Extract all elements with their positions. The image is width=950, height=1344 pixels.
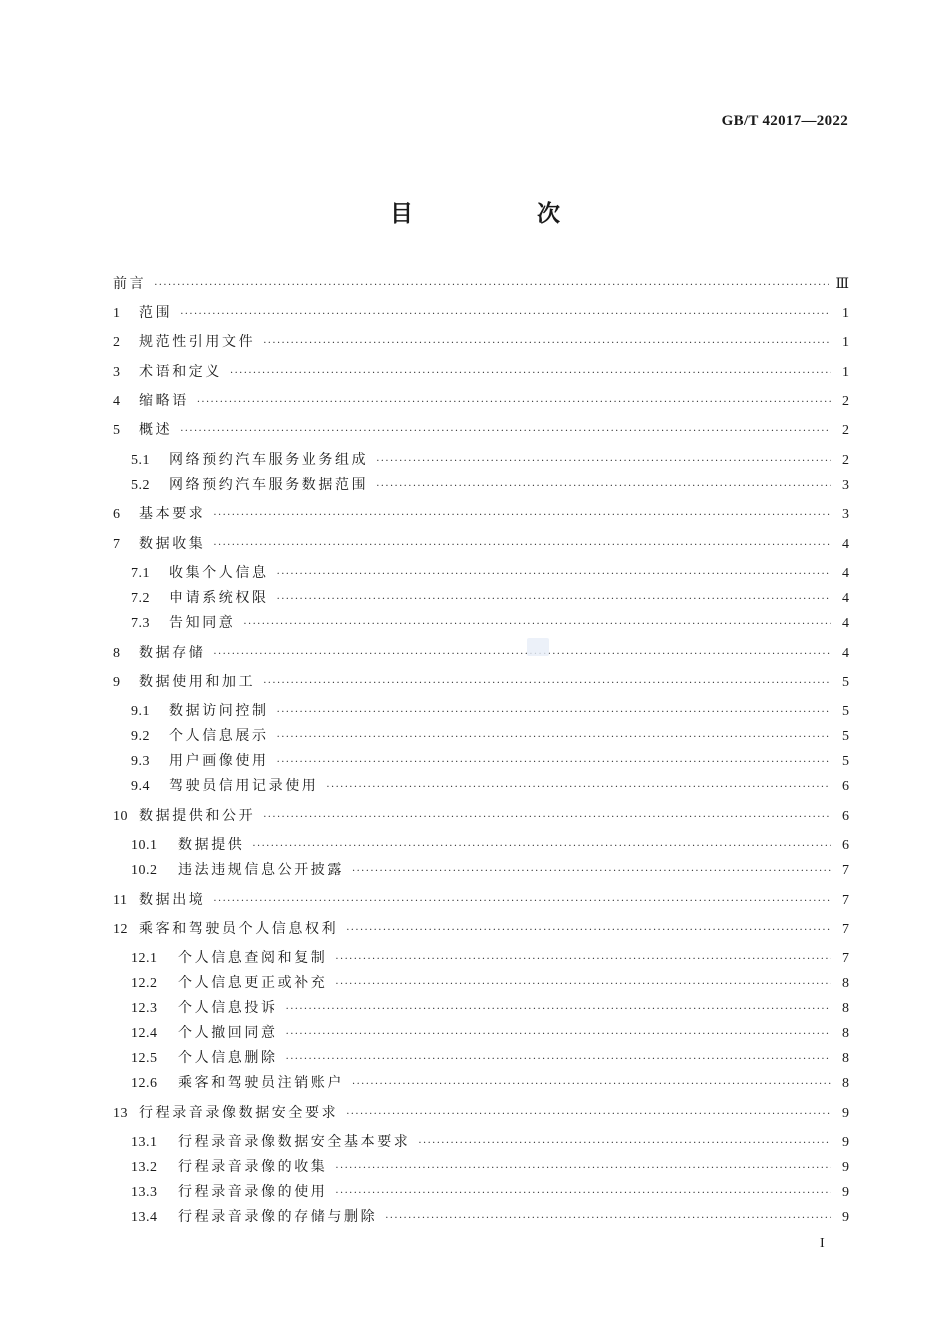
dot-leader — [286, 1050, 831, 1070]
toc-entry-number: 6 — [113, 507, 121, 522]
toc-entry-number: 7.3 — [131, 616, 150, 631]
dot-leader — [346, 921, 831, 941]
toc-entry[interactable] — [113, 274, 849, 294]
toc-entry[interactable] — [113, 998, 849, 1018]
toc-entry-page: 1 — [842, 365, 849, 380]
toc-entry-number: 13.3 — [131, 1185, 158, 1200]
toc-entry-page: 4 — [842, 646, 849, 661]
toc-entry-label: 数据出境 — [139, 892, 206, 908]
dot-leader — [376, 477, 831, 497]
toc-entry-page: 6 — [842, 838, 849, 853]
dot-leader — [277, 565, 831, 585]
dot-leader — [154, 276, 829, 296]
dot-leader — [197, 393, 831, 413]
dot-leader — [385, 1209, 831, 1229]
toc-entry[interactable] — [113, 613, 849, 633]
toc-entry-label: 数据提供和公开 — [139, 808, 256, 824]
toc-entry-label: 告知同意 — [169, 615, 236, 631]
toc-entry-label: 个人信息更正或补充 — [178, 975, 328, 991]
toc-entry-page: 9 — [842, 1160, 849, 1175]
toc-entry-label: 驾驶员信用记录使用 — [169, 778, 319, 794]
toc-entry-number: 10.1 — [131, 838, 158, 853]
toc-entry-label: 数据存储 — [139, 645, 206, 661]
toc-entry-label: 申请系统权限 — [169, 590, 269, 606]
toc-entry-page: 7 — [842, 951, 849, 966]
toc-entry[interactable] — [113, 1103, 849, 1123]
toc-entry[interactable] — [113, 303, 849, 323]
toc-entry[interactable] — [113, 534, 849, 554]
toc-entry-label: 用户画像使用 — [169, 753, 269, 769]
toc-entry-number: 13.2 — [131, 1160, 158, 1175]
footer-page-number: I — [820, 1236, 825, 1251]
toc-entry-label: 个人信息展示 — [169, 728, 269, 744]
toc-entry-number: 13.4 — [131, 1210, 158, 1225]
toc-entry-number: 13.1 — [131, 1135, 158, 1150]
toc-entry-number: 7 — [113, 537, 121, 552]
dot-leader — [263, 334, 831, 354]
toc-entry-number: 9.3 — [131, 754, 150, 769]
toc-entry-label: 数据使用和加工 — [139, 674, 256, 690]
dot-leader — [277, 703, 831, 723]
toc-entry-number: 12.5 — [131, 1051, 158, 1066]
toc-entry[interactable] — [113, 1207, 849, 1227]
dot-leader — [180, 422, 831, 442]
dot-leader — [376, 452, 831, 472]
toc-entry-page: 3 — [842, 478, 849, 493]
dot-leader — [213, 536, 831, 556]
toc-entry[interactable] — [113, 973, 849, 993]
toc-entry-label: 个人信息删除 — [178, 1050, 278, 1066]
toc-entry[interactable] — [113, 450, 849, 470]
toc-entry[interactable] — [113, 726, 849, 746]
toc-entry-page: 2 — [842, 423, 849, 438]
toc-entry-page: 3 — [842, 507, 849, 522]
toc-entry-page: 8 — [842, 1026, 849, 1041]
toc-entry-label: 基本要求 — [139, 506, 206, 522]
toc-entry-label: 行程录音录像数据安全要求 — [139, 1105, 339, 1121]
toc-entry-page: 7 — [842, 893, 849, 908]
toc-entry[interactable] — [113, 776, 849, 796]
toc-entry[interactable] — [113, 420, 849, 440]
toc-entry-label: 个人信息查阅和复制 — [178, 950, 328, 966]
toc-entry-number: 3 — [113, 365, 121, 380]
toc-entry-page: 8 — [842, 1001, 849, 1016]
toc-entry-page: 4 — [842, 591, 849, 606]
toc-entry[interactable] — [113, 672, 849, 692]
dot-leader — [335, 1159, 831, 1179]
toc-entry-page: 6 — [842, 809, 849, 824]
toc-entry[interactable] — [113, 919, 849, 939]
toc-entry-page: 7 — [842, 863, 849, 878]
standard-code: GB/T 42017—2022 — [721, 113, 848, 129]
dot-leader — [213, 506, 831, 526]
dot-leader — [263, 674, 831, 694]
toc-entry-label: 乘客和驾驶员注销账户 — [178, 1075, 344, 1091]
dot-leader — [346, 1105, 831, 1125]
toc-entry-label: 前言 — [113, 276, 147, 292]
toc-entry[interactable] — [113, 890, 849, 910]
toc-entry[interactable] — [113, 1048, 849, 1068]
toc-entry-number: 9.1 — [131, 704, 150, 719]
dot-leader — [277, 728, 831, 748]
dot-leader — [286, 1000, 831, 1020]
dot-leader — [286, 1025, 831, 1045]
toc-entry[interactable] — [113, 391, 849, 411]
toc-entry-label: 范围 — [139, 305, 173, 321]
toc-entry[interactable] — [113, 504, 849, 524]
toc-entry[interactable] — [113, 1132, 849, 1152]
toc-entry-label: 行程录音录像的存储与删除 — [178, 1209, 378, 1225]
toc-entry-number: 13 — [113, 1106, 128, 1121]
toc-entry-number: 9.2 — [131, 729, 150, 744]
dot-leader — [326, 778, 831, 798]
toc-entry-page: 8 — [842, 976, 849, 991]
toc-entry-page: 2 — [842, 394, 849, 409]
toc-entry-number: 5 — [113, 423, 121, 438]
toc-entry-number: 12.6 — [131, 1076, 158, 1091]
dot-leader — [180, 305, 831, 325]
toc-entry-label: 概述 — [139, 422, 173, 438]
toc-entry-number: 10 — [113, 809, 128, 824]
toc-entry[interactable] — [113, 332, 849, 352]
toc-entry-label: 行程录音录像的收集 — [178, 1159, 328, 1175]
toc-entry-label: 个人信息投诉 — [178, 1000, 278, 1016]
toc-entry[interactable] — [113, 1073, 849, 1093]
dot-leader — [263, 808, 831, 828]
toc-entry-label: 术语和定义 — [139, 364, 222, 380]
toc-entry-number: 12 — [113, 922, 128, 937]
toc-entry-page: Ⅲ — [835, 277, 849, 292]
toc-entry[interactable] — [113, 751, 849, 771]
toc-entry-number: 5.2 — [131, 478, 150, 493]
toc-entry-page: 4 — [842, 616, 849, 631]
toc-entry-label: 违法违规信息公开披露 — [178, 862, 344, 878]
toc-entry-page: 9 — [842, 1185, 849, 1200]
dot-leader — [335, 975, 831, 995]
toc-entry-number: 12.2 — [131, 976, 158, 991]
toc-entry[interactable] — [113, 1182, 849, 1202]
dot-leader — [213, 892, 831, 912]
toc-entry-number: 9.4 — [131, 779, 150, 794]
toc-entry[interactable] — [113, 806, 849, 826]
toc-entry-number: 10.2 — [131, 863, 158, 878]
toc-entry-number: 4 — [113, 394, 121, 409]
toc-entry-page: 7 — [842, 922, 849, 937]
toc-entry-label: 个人撤回同意 — [178, 1025, 278, 1041]
toc-entry-number: 12.1 — [131, 951, 158, 966]
toc-entry-page: 5 — [842, 675, 849, 690]
toc-entry-number: 8 — [113, 646, 121, 661]
dot-leader — [335, 950, 831, 970]
toc-entry[interactable] — [113, 475, 849, 495]
toc-entry-label: 行程录音录像数据安全基本要求 — [178, 1134, 411, 1150]
toc-entry[interactable] — [113, 835, 849, 855]
toc-entry[interactable] — [113, 588, 849, 608]
toc-entry[interactable] — [113, 643, 849, 663]
dot-leader — [352, 1075, 831, 1095]
toc-entry-number: 2 — [113, 335, 121, 350]
toc-entry-page: 1 — [842, 306, 849, 321]
toc-entry[interactable] — [113, 1157, 849, 1177]
toc-entry-number: 1 — [113, 306, 121, 321]
dot-leader — [335, 1184, 831, 1204]
toc-entry[interactable] — [113, 563, 849, 583]
toc-entry-label: 数据访问控制 — [169, 703, 269, 719]
toc-entry-number: 9 — [113, 675, 121, 690]
toc-entry-number: 12.4 — [131, 1026, 158, 1041]
dot-leader — [243, 615, 831, 635]
toc-entry-page: 4 — [842, 566, 849, 581]
toc-entry-page: 9 — [842, 1135, 849, 1150]
dot-leader — [418, 1134, 831, 1154]
toc-entry-page: 6 — [842, 779, 849, 794]
toc-entry-number: 11 — [113, 893, 128, 908]
toc-entry[interactable] — [113, 948, 849, 968]
toc-entry-label: 乘客和驾驶员个人信息权利 — [139, 921, 339, 937]
toc-entry[interactable] — [113, 1023, 849, 1043]
toc-entry-label: 数据收集 — [139, 536, 206, 552]
toc-entry-label: 数据提供 — [178, 837, 245, 853]
watermark-stamp — [527, 638, 549, 656]
dot-leader — [277, 753, 831, 773]
toc-entry-label: 缩略语 — [139, 393, 189, 409]
dot-leader — [277, 590, 831, 610]
toc-entry-page: 9 — [842, 1210, 849, 1225]
dot-leader — [213, 645, 831, 665]
page-title: 目 次 — [389, 201, 618, 227]
toc-entry-label: 行程录音录像的使用 — [178, 1184, 328, 1200]
toc-entry-page: 5 — [842, 704, 849, 719]
toc-entry-page: 2 — [842, 453, 849, 468]
toc-entry-page: 9 — [842, 1106, 849, 1121]
toc-entry-number: 12.3 — [131, 1001, 158, 1016]
toc-entry-page: 8 — [842, 1051, 849, 1066]
toc-entry-number: 7.1 — [131, 566, 150, 581]
toc-entry-number: 7.2 — [131, 591, 150, 606]
toc-entry[interactable] — [113, 701, 849, 721]
dot-leader — [352, 862, 831, 882]
toc-entry-page: 4 — [842, 537, 849, 552]
toc-entry-page: 5 — [842, 729, 849, 744]
toc-entry-label: 网络预约汽车服务业务组成 — [169, 452, 369, 468]
toc-entry-label: 网络预约汽车服务数据范围 — [169, 477, 369, 493]
toc-entry[interactable] — [113, 860, 849, 880]
toc-entry-page: 5 — [842, 754, 849, 769]
toc-entry-page: 8 — [842, 1076, 849, 1091]
toc-entry[interactable] — [113, 362, 849, 382]
toc-entry-label: 收集个人信息 — [169, 565, 269, 581]
toc-entry-label: 规范性引用文件 — [139, 334, 256, 350]
dot-leader — [230, 364, 831, 384]
toc-entry-number: 5.1 — [131, 453, 150, 468]
dot-leader — [252, 837, 831, 857]
toc-entry-page: 1 — [842, 335, 849, 350]
